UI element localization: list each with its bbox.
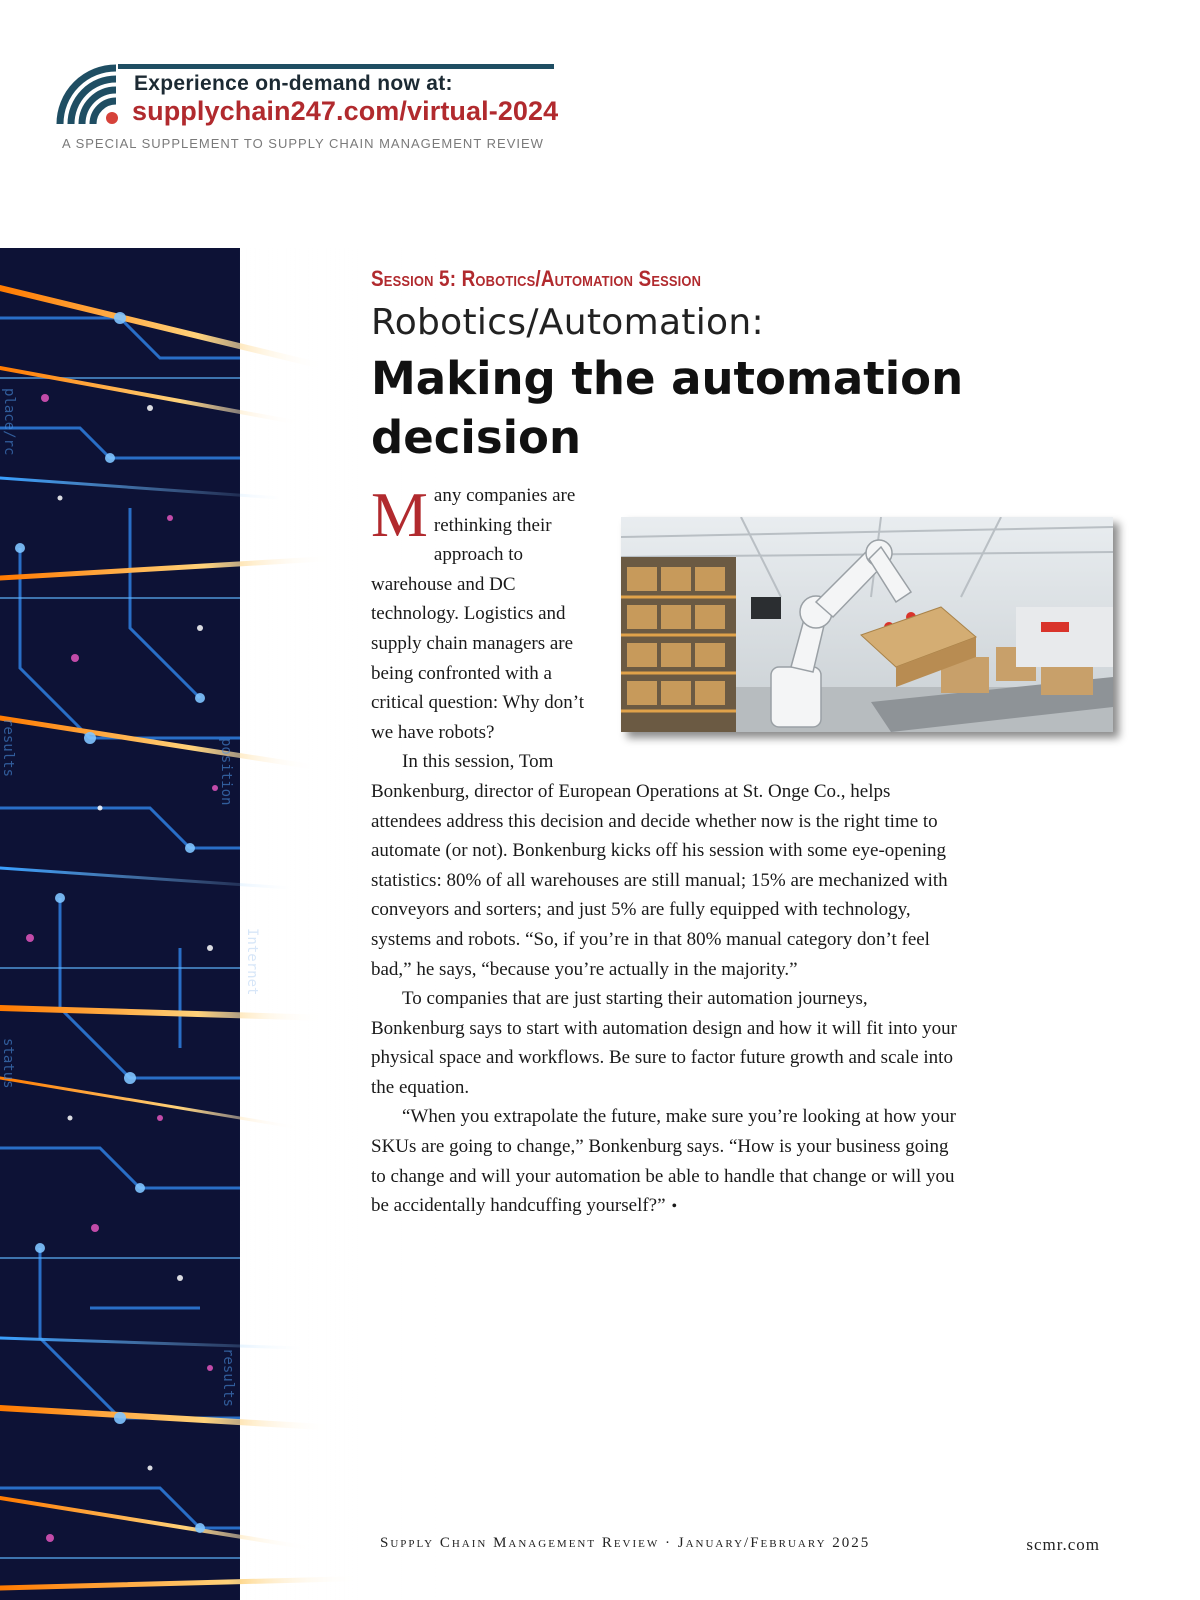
body-paragraph-text: any companies are rethinking their approach to warehouse and DC technology. Logistics and supply chain managers are being confronted with a critical question: Why don’t we have robots? [371, 485, 585, 743]
drop-cap: M [371, 479, 428, 550]
body-paragraph-text: “When you extrapolate the future, make sure you’re looking at how your SKUs are going to change,” Bonkenburg says. “How is your business going to change and will your automation be able to handle that change or will you be accidentally handcuffing yourself?” [371, 1106, 956, 1217]
body-paragraph: To companies that are just starting their automation journeys, Bonkenburg says to start with automation design and how it will fit into your physical space and workflows. Be sure to factor future growth and scale into the equation. [371, 988, 957, 1098]
circuit-label: position [218, 738, 234, 806]
article-subhead: Robotics/Automation: [371, 302, 764, 343]
circuit-label: results [0, 718, 16, 778]
virtual-event-link[interactable]: supplychain247.com/virtual-2024 [132, 96, 559, 126]
article-headline: Making the automation decision [371, 352, 964, 464]
end-mark: • [671, 1198, 678, 1216]
supplement-banner [0, 0, 1200, 170]
supplement-notice: A SPECIAL SUPPLEMENT TO SUPPLY CHAIN MANAGEMENT REVIEW [62, 136, 544, 151]
body-paragraph [371, 1102, 959, 1221]
circuit-label: results [220, 1348, 236, 1408]
circuit-label: place/rc [1, 388, 17, 456]
banner-tagline: Experience on-demand now at: [134, 72, 453, 95]
circuit-label: status [0, 1038, 16, 1089]
broadcast-arcs-logo-icon [54, 64, 124, 126]
body-paragraph: In this session, Tom Bonkenburg, director of European Operations at St. Onge Co., helps attendees address this decision and decide whether now is the right time to automate (or not). Bonkenburg kicks off his session with some eye-opening statistics: 80% of all warehouses are still manual; 15% are mechanized with conveyors and sorters; and just 5% are fully equipped with technology, systems and robots. “So, if you’re in that 80% manual category don’t feel bad,” he says, “because you’re actually in the majority.” [371, 751, 948, 980]
session-kicker: Session 5: Robotics/Automation Session [371, 266, 702, 291]
article-body [371, 481, 959, 1222]
footer-publication-line: Supply Chain Management Review · January/February 2025 [380, 1535, 871, 1551]
banner-rule [118, 64, 554, 69]
photo-wrap-space [591, 481, 959, 756]
footer-site-link[interactable]: scmr.com [1026, 1535, 1100, 1554]
